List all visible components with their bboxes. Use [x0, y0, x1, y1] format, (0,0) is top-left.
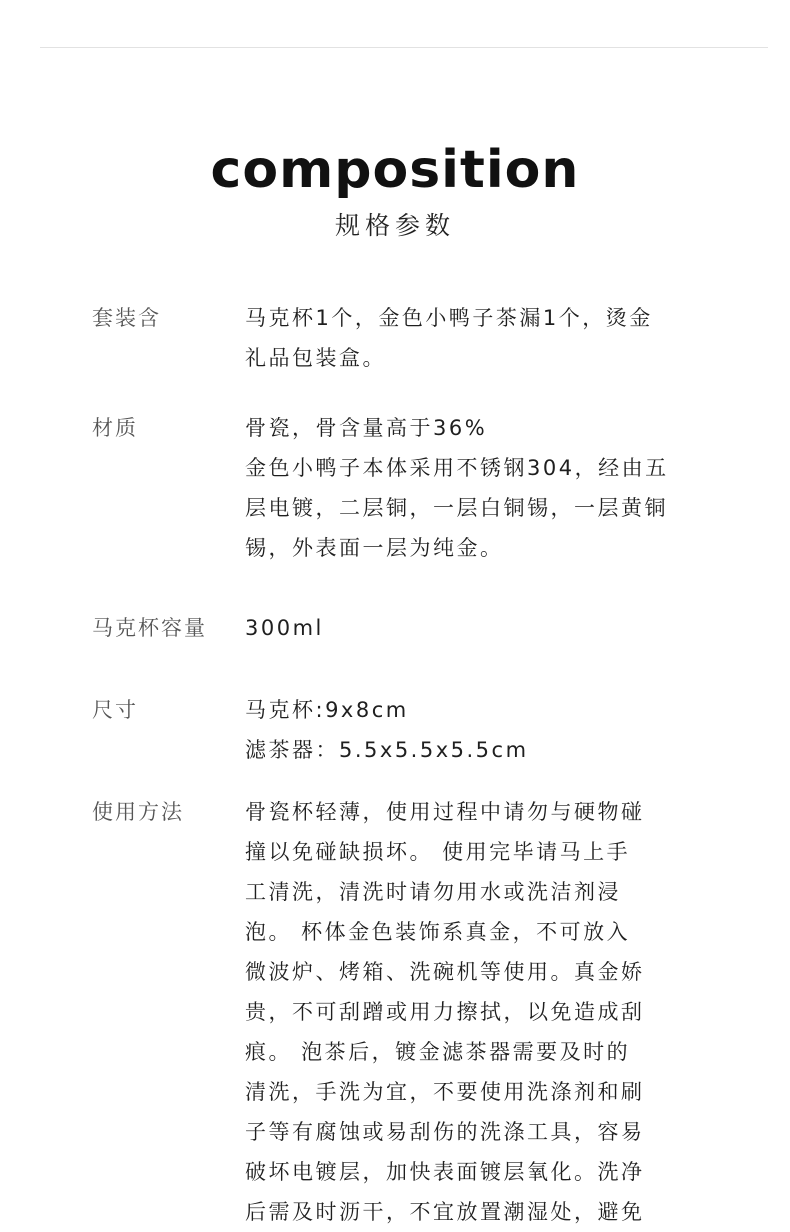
spec-value-line: 撞以免碰缺损坏。 使用完毕请马上手 [245, 840, 631, 864]
spec-value [245, 408, 723, 568]
spec-value-line: 300ml [245, 616, 324, 640]
spec-value-line: 微波炉、烤箱、洗碗机等使用。真金娇 [245, 960, 645, 984]
spec-label: 马克杯容量 [92, 616, 207, 640]
spec-value-line: 锡，外表面一层为纯金。 [245, 536, 504, 560]
spec-value-line: 滤茶器：5.5x5.5x5.5cm [245, 738, 529, 762]
spec-value-line: 工清洗，清洗时请勿用水或洗洁剂浸 [245, 880, 621, 904]
spec-value-line: 清洗，手洗为宜，不要使用洗涤剂和刷 [245, 1080, 645, 1104]
section-title-en: composition [210, 140, 580, 200]
spec-label: 使用方法 [92, 800, 184, 824]
spec-value-line: 礼品包装盒。 [245, 346, 386, 370]
spec-value-line: 痕。 泡茶后，镀金滤茶器需要及时的 [245, 1040, 631, 1064]
spec-value-line: 子等有腐蚀或易刮伤的洗涤工具，容易 [245, 1120, 645, 1144]
spec-value-line: 骨瓷杯轻薄，使用过程中请勿与硬物碰 [245, 800, 645, 824]
spec-label: 材质 [92, 416, 138, 440]
spec-value [245, 690, 723, 770]
spec-value-line: 层电镀，二层铜，一层白铜锡，一层黄铜 [245, 496, 668, 520]
spec-value-line: 骨瓷，骨含量高于36% [245, 416, 488, 440]
spec-value-line: 金色小鸭子本体采用不锈钢304，经由五 [245, 456, 669, 480]
spec-value-line: 马克杯:9x8cm [245, 698, 409, 722]
spec-value-line: 马克杯1个，金色小鸭子茶漏1个，烫金 [245, 306, 653, 330]
spec-value-line: 贵，不可刮蹭或用力擦拭，以免造成刮 [245, 1000, 645, 1024]
spec-value [245, 792, 723, 1232]
spec-value-line: 后需及时沥干，不宜放置潮湿处，避免 [245, 1200, 645, 1224]
spec-value-line: 破坏电镀层，加快表面镀层氧化。洗净 [245, 1160, 645, 1184]
spec-value [245, 608, 723, 648]
spec-label: 尺寸 [92, 698, 138, 722]
spec-value [245, 298, 723, 378]
spec-value-line: 泡。 杯体金色装饰系真金，不可放入 [245, 920, 631, 944]
top-divider [40, 47, 768, 48]
spec-label: 套装含 [92, 306, 161, 330]
section-title-cn: 规格参数 [334, 211, 455, 240]
